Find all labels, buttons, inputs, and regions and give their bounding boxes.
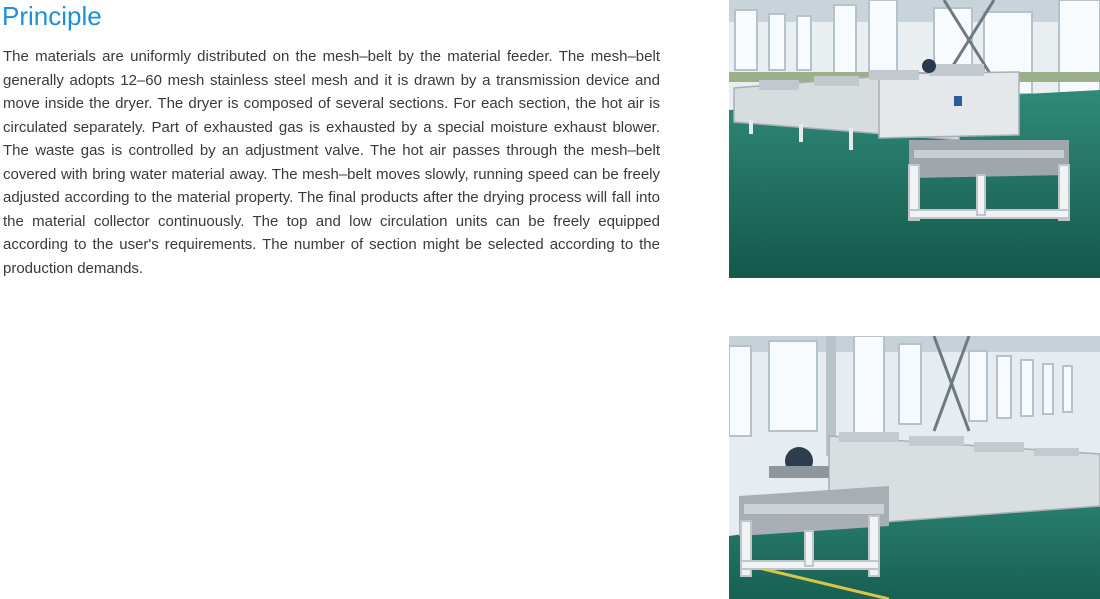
dryer-photo-1 — [729, 0, 1100, 278]
principle-paragraph: The materials are uniformly distributed on the mesh–belt by the material feeder. The mesh–belt generally adopts 12–60 mesh stainless steel mesh and it is drawn by a transmission device and move inside the dryer. The dryer is composed of several sections. For each section, the hot air is circulated separately. Part of exhausted gas is exhausted by a special moisture exhaust blower. The waste gas is controlled by an adjustment valve. The hot air passes through the mesh–belt covered with bring water material away. The mesh–belt moves slowly, running speed can be freely adjusted according to the material property. The final products after the drying process will fall into the material collector continuously. The top and low circulation units can be freely equipped according to the user's requirements. The number of section might be selected according to the production demands. — [3, 48, 660, 277]
section-title: Principle — [2, 1, 102, 31]
dryer-photo-2 — [729, 336, 1100, 599]
